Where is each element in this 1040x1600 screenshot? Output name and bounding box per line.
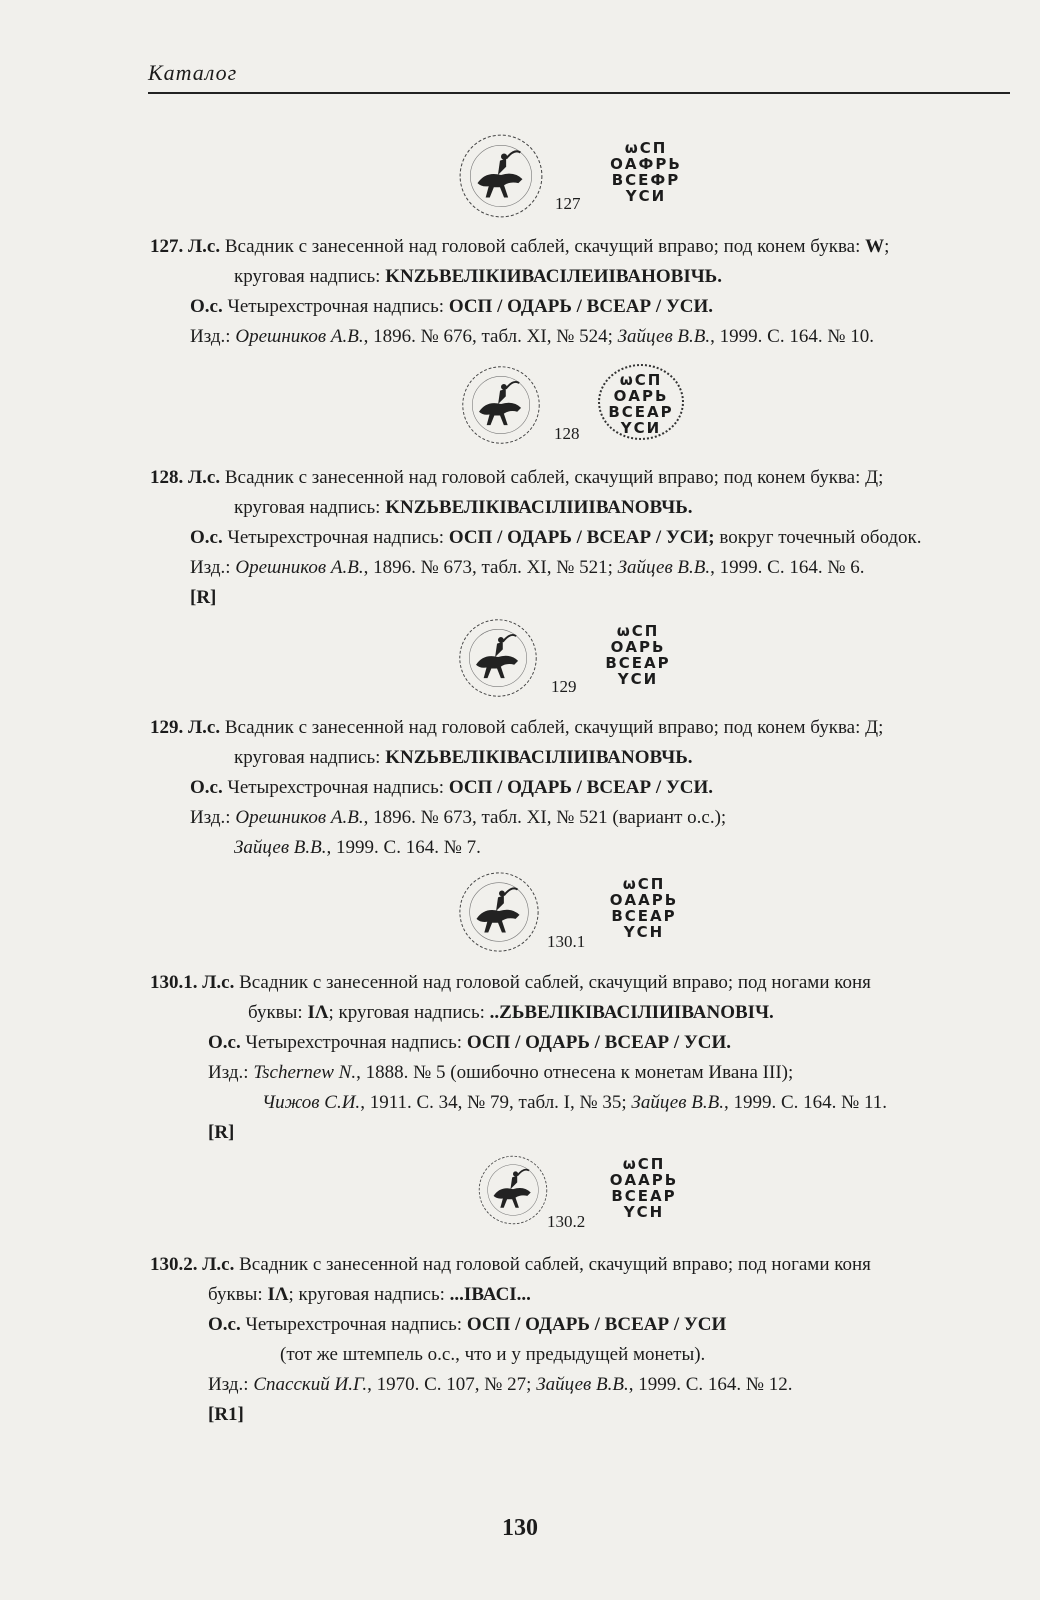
reverse-line: ωСП (622, 1155, 666, 1173)
entry-text: , 1888. № 5 (ошибочно отнесена к монетам Ивана III); (356, 1062, 794, 1083)
entry-line (150, 583, 1020, 613)
figure-number: 130.2 (547, 1212, 586, 1231)
entry-text: , 1999. С. 164. № 7. (326, 837, 481, 858)
catalog-entry-130-1 (150, 968, 1020, 1148)
catalog-entry-130-2 (150, 1250, 1020, 1430)
entry-text: буквы: (248, 1002, 308, 1023)
entry-text: , 1896. № 673, табл. XI, № 521; (363, 557, 618, 578)
legend-inscription: KNZЬВЕЛІКІВАСІЛІИІВАNОВЧЬ. (385, 497, 693, 518)
entry-text: , 1970. С. 107, № 27; (367, 1374, 537, 1395)
author: Зайцев В.В. (536, 1374, 629, 1395)
entry-text: Четырехстрочная надпись: (222, 777, 449, 798)
entry-text: , 1911. С. 34, № 79, табл. I, № 35; (360, 1092, 632, 1113)
entry-text: Всадник с занесенной над головой саблей, скачущий вправо; под конем буква: (220, 236, 866, 257)
entry-line (150, 493, 1020, 523)
reverse-line: ВСЕАР (611, 907, 677, 925)
entry-line (150, 553, 1020, 583)
entry-text: Изд.: (190, 807, 236, 828)
reverse-label: О.с. (208, 1032, 241, 1053)
legend-inscription: KNZЬВЕЛІКІИВАСІЛЕИІВАНОВІЧЬ. (385, 266, 722, 287)
entry-text: Всадник с занесенной над головой саблей, скачущий вправо; под конем буква: Д; (220, 467, 884, 488)
rarity-mark: [R] (190, 587, 217, 608)
entry-line (150, 1088, 1020, 1118)
entry-line (150, 1250, 1020, 1280)
entry-number: 130.2. Л.с. (150, 1254, 235, 1275)
figure-129 (455, 615, 695, 707)
coin-obverse-image (458, 362, 544, 448)
entry-text: Всадник с занесенной над головой саблей, скачущий вправо; под конем буква: Д; (220, 717, 884, 738)
catalog-entry-129 (150, 713, 1020, 863)
author: Зайцев В.В. (617, 557, 711, 578)
entry-text: , 1999. С. 164. № 11. (723, 1092, 888, 1113)
author: Орешников А.В. (235, 326, 364, 347)
reverse-line: ОАРЬ (610, 638, 666, 656)
entry-line (150, 262, 1020, 292)
reverse-line: ВСЕФР (611, 171, 681, 189)
entry-line (150, 1370, 1020, 1400)
entry-number: 130.1. Л.с. (150, 972, 235, 993)
entry-line (150, 1280, 1020, 1310)
coin-reverse-inscription (595, 623, 681, 687)
coin-obverse-image (475, 1150, 551, 1230)
entry-line (150, 803, 1020, 833)
entry-text: Четырехстрочная надпись: (240, 1032, 467, 1053)
entry-line (150, 1058, 1020, 1088)
entry-number: 129. Л.с. (150, 717, 221, 738)
coin-reverse-inscription (603, 140, 689, 204)
entry-letter: W (865, 236, 885, 257)
header-title: Каталог (148, 60, 238, 85)
figure-number: 127 (555, 194, 581, 213)
entry-text: , 1999. С. 164. № 12. (628, 1374, 793, 1395)
entry-text: Изд.: (208, 1374, 254, 1395)
entry-line (150, 1028, 1020, 1058)
entry-line (150, 523, 1020, 553)
entry-text: Всадник с занесенной над головой саблей, скачущий вправо; под ногами коня (234, 972, 871, 993)
entry-text: вокруг точечный ободок. (714, 527, 922, 548)
entry-letter: IΛ (307, 1002, 329, 1023)
legend-inscription: ...IВАСІ... (449, 1284, 531, 1305)
reverse-line: ВСЕАР (605, 654, 671, 672)
catalog-entry-127 (150, 232, 1020, 352)
reverse-inscription-text: ОСП / ОДАРЬ / ВСЕАР / УСИ; (448, 527, 715, 548)
reverse-label: О.с. (208, 1314, 241, 1335)
reverse-inscription-text: ОСП / ОДАРЬ / ВСЕАР / УСИ. (448, 296, 714, 317)
author: Спасский И.Г. (253, 1374, 368, 1395)
figure-number: 129 (551, 677, 577, 696)
reverse-line: ҮСИ (620, 419, 662, 437)
entry-line (150, 322, 1020, 352)
reverse-inscription-text: ОСП / ОДАРЬ / ВСЕАР / УСИ. (466, 1032, 732, 1053)
entry-text: , 1999. С. 164. № 6. (710, 557, 865, 578)
reverse-line: ҮСИ (617, 670, 659, 688)
figure-number: 130.1 (547, 932, 586, 951)
catalog-entry-128 (150, 463, 1020, 613)
entry-line (150, 833, 1020, 863)
entry-line (150, 232, 1020, 262)
entry-text: ; круговая надпись: (288, 1284, 450, 1305)
reverse-line: ωСП (616, 622, 660, 640)
reverse-line: ωСП (619, 371, 663, 389)
reverse-line: ωСП (624, 139, 668, 157)
entry-text: Четырехстрочная надпись: (240, 1314, 467, 1335)
reverse-line: ОААРЬ (609, 1171, 679, 1189)
legend-inscription: KNZЬВЕЛІКІВАСІЛІИІВАNОВЧЬ. (385, 747, 693, 768)
page-number: 130 (502, 1515, 538, 1541)
entry-text: Изд.: (190, 326, 236, 347)
figure-128 (458, 362, 698, 454)
entry-letter: IΛ (267, 1284, 289, 1305)
legend-inscription: ..ZЬВЕЛІКІВАСІЛІИІВАNОВІЧ. (489, 1002, 774, 1023)
reverse-line: ОААРЬ (609, 891, 679, 909)
entry-line (150, 968, 1020, 998)
entry-line (150, 1400, 1020, 1430)
entry-text: буквы: (208, 1284, 268, 1305)
entry-line (150, 998, 1020, 1028)
author: Орешников А.В. (235, 557, 364, 578)
figure-130-1 (455, 868, 695, 960)
entry-text: ; круговая надпись: (328, 1002, 490, 1023)
entry-line (150, 773, 1020, 803)
reverse-inscription-text: ОСП / ОДАРЬ / ВСЕАР / УСИ (466, 1314, 727, 1335)
entry-text: Четырехстрочная надпись: (222, 296, 449, 317)
entry-text: круговая надпись: (234, 747, 386, 768)
reverse-line: ОАФРЬ (610, 155, 682, 173)
coin-reverse-inscription (601, 876, 687, 940)
reverse-line: ҮСН (623, 923, 665, 941)
entry-text: Всадник с занесенной над головой саблей, скачущий вправо; под ногами коня (234, 1254, 871, 1275)
entry-number: 127. Л.с. (150, 236, 221, 257)
entry-line (150, 1310, 1020, 1340)
reverse-label: О.с. (190, 527, 223, 548)
entry-number: 128. Л.с. (150, 467, 221, 488)
entry-line (150, 292, 1020, 322)
entry-text: ; (884, 236, 890, 257)
reverse-line: ωСП (622, 875, 666, 893)
coin-obverse-image (455, 130, 547, 222)
reverse-label: О.с. (190, 296, 223, 317)
coin-obverse-image (455, 615, 541, 701)
figure-130-2 (475, 1150, 715, 1242)
entry-text: Четырехстрочная надпись: (222, 527, 449, 548)
reverse-line: ҮСН (623, 1203, 665, 1221)
entry-text: , 1896. № 676, табл. XI, № 524; (363, 326, 618, 347)
entry-text: , 1896. № 673, табл. XI, № 521 (вариант о.с.); (363, 807, 727, 828)
entry-text: Изд.: (208, 1062, 254, 1083)
entry-line (150, 463, 1020, 493)
coin-reverse-inscription (601, 1156, 687, 1220)
entry-line (150, 1340, 1020, 1370)
entry-text: круговая надпись: (234, 266, 386, 287)
figure-127 (455, 130, 695, 222)
coin-obverse-image (455, 868, 543, 956)
author: Tschernew N. (253, 1062, 357, 1083)
author: Зайцев В.В. (234, 837, 327, 858)
figure-number: 128 (554, 424, 580, 443)
reverse-line: ВСЕАР (611, 1187, 677, 1205)
entry-line (150, 713, 1020, 743)
entry-line (150, 743, 1020, 773)
entry-text: Изд.: (190, 557, 236, 578)
entry-text: , 1999. С. 164. № 10. (710, 326, 874, 347)
coin-reverse-inscription (598, 364, 684, 440)
reverse-line: ҮСИ (625, 187, 667, 205)
rarity-mark: [R] (208, 1122, 235, 1143)
author: Орешников А.В. (235, 807, 364, 828)
reverse-label: О.с. (190, 777, 223, 798)
author: Зайцев В.В. (631, 1092, 724, 1113)
reverse-line: ОАРЬ (613, 387, 669, 405)
rarity-mark: [R1] (208, 1404, 244, 1425)
page-header (148, 60, 1010, 94)
entry-line (150, 1118, 1020, 1148)
entry-text: круговая надпись: (234, 497, 386, 518)
reverse-line: ВСЕАР (608, 403, 674, 421)
author: Зайцев В.В. (617, 326, 711, 347)
entry-text: (тот же штемпель о.с., что и у предыдущей монеты). (280, 1344, 706, 1365)
author: Чижов С.И. (262, 1092, 361, 1113)
reverse-inscription-text: ОСП / ОДАРЬ / ВСЕАР / УСИ. (448, 777, 714, 798)
